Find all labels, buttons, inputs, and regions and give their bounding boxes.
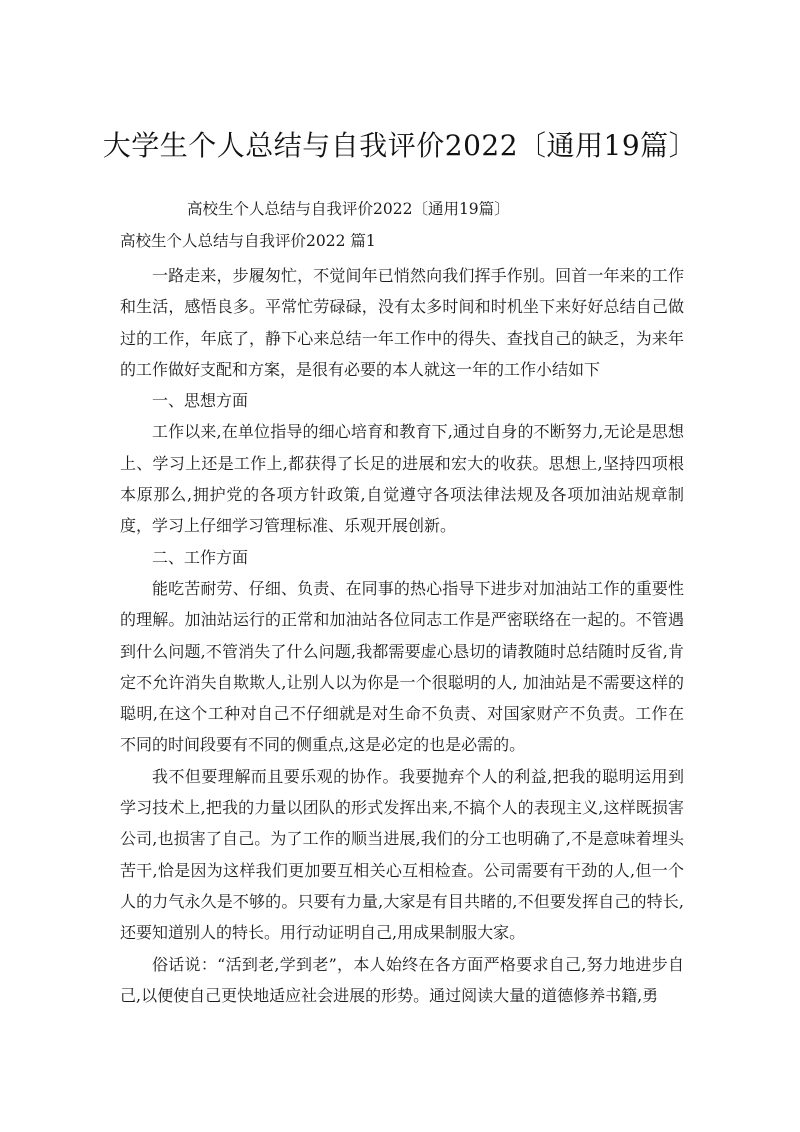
paragraph: 能吃苦耐劳、仔细、负责、在同事的热心指导下进步对加油站工作的重要性的理解。加油站运行的正常和加油站各位同志工作是严密联络在一起的。不管遇到什么问题,不管消失了什么问题,我都需要虚心恳切的请教随时总结随时反省,肯定不允许消失自欺欺人,让别人以为你是一个很聪明的人, 加油站是不需要这样的聪明,在这个工种对自己不仔细就是对生命不负责、对国家财产不负责。工作在不同的时间段要有不同的侧重点,这是必定的也是必需的。	[120, 578, 684, 755]
document-body	[120, 260, 684, 1011]
section-heading-work: 二、工作方面	[152, 547, 249, 567]
paragraph: 一路走来，步履匆忙，不觉间年已悄然向我们挥手作别。回首一年来的工作和生活，感悟良多。平常忙劳碌碌，没有太多时间和时机坐下来好好总结自己做过的工作，年底了，静下心来总结一年工作中的得失、查找自己的缺乏，为来年的工作做好支配和方案，是很有必要的本人就这一年的工作小结如下	[120, 266, 684, 379]
section-title: 高校生个人总结与自我评价2022 篇1	[120, 232, 376, 250]
paragraph: 我不但要理解而且要乐观的协作。我要抛弃个人的利益,把我的聪明运用到学习技术上,把我的力量以团队的形式发挥出来,不搞个人的表现主义,这样既损害公司,也损害了自己。为了工作的顺当进展,我们的分工也明确了,不是意味着埋头苦干,恰是因为这样我们更加要互相关心互相检查。公司需要有干劲的人,但一个人的力气永久是不够的。只要有力量,大家是有目共睹的,不但要发挥自己的特长,还要知道别人的特长。用行动证明自己,用成果制服大家。	[120, 766, 684, 943]
paragraph: 俗话说：“活到老,学到老”，本人始终在各方面严格要求自己,努力地进步自己,以便使自己更快地适应社会进展的形势。通过阅读大量的道德修养书籍,勇	[120, 954, 684, 1005]
document-title: 大学生个人总结与自我评价2022〔通用19篇〕	[102, 129, 698, 162]
paragraph: 工作以来,在单位指导的细心培育和教育下,通过自身的不断努力,无论是思想上、学习上还是工作上,都获得了长足的进展和宏大的收获。思想上,坚持四项根本原那么,拥护党的各项方针政策,自觉遵守各项法律法规及各项加油站规章制度，学习上仔细学习管理标准、乐观开展创新。	[120, 422, 684, 536]
section-heading-thought: 一、思想方面	[152, 391, 249, 411]
document-subtitle: 高校生个人总结与自我评价2022〔通用19篇〕	[187, 200, 510, 218]
